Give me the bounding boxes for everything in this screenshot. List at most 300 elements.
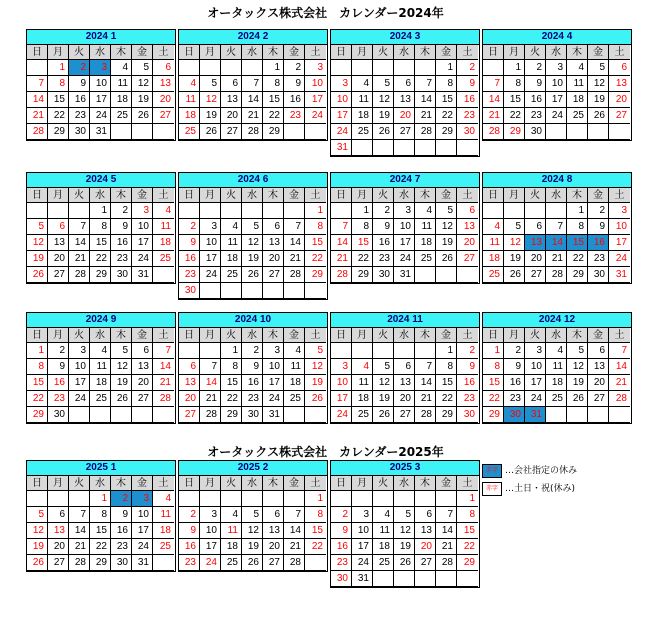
day-cell: 25 bbox=[153, 251, 174, 267]
day-cell: 5 bbox=[242, 219, 263, 235]
day-cell: 1 bbox=[90, 203, 111, 219]
empty-cell bbox=[373, 491, 394, 507]
empty-cell bbox=[200, 343, 221, 359]
weekday-header: 月 bbox=[200, 476, 221, 491]
empty-cell bbox=[90, 407, 111, 423]
day-cell: 19 bbox=[567, 375, 588, 391]
day-cell: 12 bbox=[504, 235, 525, 251]
day-cell: 22 bbox=[436, 391, 457, 407]
day-cell: 4 bbox=[111, 60, 132, 76]
month-2024-10 bbox=[178, 312, 328, 424]
weekday-header: 土 bbox=[305, 188, 326, 203]
day-cell: 23 bbox=[48, 391, 69, 407]
legend bbox=[482, 462, 577, 498]
month-header: 2024 2 bbox=[179, 30, 327, 45]
day-cell: 12 bbox=[394, 523, 415, 539]
day-cell: 14 bbox=[436, 523, 457, 539]
month-grid bbox=[331, 328, 479, 423]
day-cell: 14 bbox=[415, 375, 436, 391]
empty-cell bbox=[69, 407, 90, 423]
day-cell: 4 bbox=[284, 343, 305, 359]
day-cell: 11 bbox=[415, 219, 436, 235]
day-cell: 21 bbox=[415, 391, 436, 407]
day-cell: 26 bbox=[305, 391, 326, 407]
weekday-header: 火 bbox=[373, 328, 394, 343]
day-cell: 15 bbox=[305, 523, 326, 539]
day-cell: 8 bbox=[90, 219, 111, 235]
weekday-header: 月 bbox=[352, 328, 373, 343]
day-cell: 22 bbox=[483, 391, 504, 407]
weekday-header: 火 bbox=[69, 476, 90, 491]
weekday-header: 水 bbox=[394, 476, 415, 491]
day-cell: 25 bbox=[546, 391, 567, 407]
day-cell: 29 bbox=[352, 267, 373, 283]
day-cell: 8 bbox=[27, 359, 48, 375]
day-cell: 16 bbox=[111, 523, 132, 539]
day-cell: 25 bbox=[352, 124, 373, 140]
day-cell: 12 bbox=[132, 76, 153, 92]
month-2024-12 bbox=[482, 312, 632, 424]
day-cell: 31 bbox=[90, 124, 111, 140]
weekday-header: 日 bbox=[27, 328, 48, 343]
day-cell: 26 bbox=[242, 555, 263, 571]
day-cell: 15 bbox=[436, 92, 457, 108]
day-cell: 9 bbox=[111, 507, 132, 523]
empty-cell bbox=[525, 203, 546, 219]
day-cell: 15 bbox=[48, 92, 69, 108]
empty-cell bbox=[373, 343, 394, 359]
day-cell: 24 bbox=[352, 555, 373, 571]
day-cell: 2 bbox=[111, 491, 132, 507]
weekday-header: 月 bbox=[352, 188, 373, 203]
empty-cell bbox=[436, 267, 457, 283]
month-2024-1 bbox=[26, 29, 176, 141]
weekday-header: 水 bbox=[90, 476, 111, 491]
empty-cell bbox=[27, 491, 48, 507]
weekday-header: 土 bbox=[457, 45, 478, 60]
day-cell: 3 bbox=[263, 343, 284, 359]
weekday-header: 水 bbox=[242, 328, 263, 343]
day-cell: 4 bbox=[483, 219, 504, 235]
day-cell: 4 bbox=[352, 359, 373, 375]
day-cell: 13 bbox=[153, 76, 174, 92]
weekday-header: 金 bbox=[284, 476, 305, 491]
weekday-header: 月 bbox=[200, 328, 221, 343]
day-cell: 23 bbox=[331, 555, 352, 571]
day-cell: 5 bbox=[588, 60, 609, 76]
day-cell: 21 bbox=[153, 375, 174, 391]
weekday-header: 金 bbox=[436, 45, 457, 60]
day-cell: 28 bbox=[153, 391, 174, 407]
day-cell: 25 bbox=[415, 251, 436, 267]
day-cell: 26 bbox=[504, 267, 525, 283]
day-cell: 27 bbox=[525, 267, 546, 283]
day-cell: 26 bbox=[373, 407, 394, 423]
day-cell: 14 bbox=[69, 523, 90, 539]
month-header: 2024 12 bbox=[483, 313, 631, 328]
day-cell: 14 bbox=[284, 523, 305, 539]
weekday-header: 木 bbox=[111, 45, 132, 60]
day-cell: 10 bbox=[525, 359, 546, 375]
day-cell: 12 bbox=[305, 359, 326, 375]
day-cell: 21 bbox=[546, 251, 567, 267]
day-cell: 17 bbox=[305, 92, 326, 108]
weekday-header: 火 bbox=[69, 45, 90, 60]
day-cell: 8 bbox=[90, 507, 111, 523]
day-cell: 24 bbox=[263, 391, 284, 407]
day-cell: 18 bbox=[284, 375, 305, 391]
day-cell: 22 bbox=[263, 108, 284, 124]
empty-cell bbox=[69, 491, 90, 507]
day-cell: 31 bbox=[331, 140, 352, 156]
weekday-header: 日 bbox=[483, 188, 504, 203]
month-grid bbox=[27, 188, 175, 283]
day-cell: 23 bbox=[504, 391, 525, 407]
day-cell: 7 bbox=[284, 507, 305, 523]
day-cell: 19 bbox=[242, 539, 263, 555]
weekday-header: 木 bbox=[263, 328, 284, 343]
day-cell: 1 bbox=[436, 60, 457, 76]
day-cell: 13 bbox=[609, 76, 630, 92]
day-cell: 30 bbox=[457, 407, 478, 423]
day-cell: 31 bbox=[394, 267, 415, 283]
day-cell: 9 bbox=[588, 219, 609, 235]
day-cell: 27 bbox=[263, 267, 284, 283]
day-cell: 4 bbox=[546, 343, 567, 359]
day-cell: 2 bbox=[69, 60, 90, 76]
day-cell: 30 bbox=[111, 267, 132, 283]
day-cell: 9 bbox=[525, 76, 546, 92]
day-cell: 24 bbox=[546, 108, 567, 124]
weekday-header: 土 bbox=[305, 45, 326, 60]
day-cell: 16 bbox=[284, 92, 305, 108]
weekday-header: 土 bbox=[609, 328, 630, 343]
day-cell: 30 bbox=[69, 124, 90, 140]
empty-cell bbox=[305, 124, 326, 140]
month-header: 2024 6 bbox=[179, 173, 327, 188]
day-cell: 11 bbox=[352, 375, 373, 391]
empty-cell bbox=[567, 124, 588, 140]
day-cell: 5 bbox=[27, 507, 48, 523]
weekday-header: 月 bbox=[504, 45, 525, 60]
day-cell: 6 bbox=[415, 507, 436, 523]
empty-cell bbox=[567, 407, 588, 423]
weekday-header: 土 bbox=[609, 45, 630, 60]
day-cell: 12 bbox=[27, 235, 48, 251]
day-cell: 31 bbox=[525, 407, 546, 423]
day-cell: 8 bbox=[352, 219, 373, 235]
day-cell: 27 bbox=[153, 108, 174, 124]
day-cell: 22 bbox=[567, 251, 588, 267]
day-cell: 22 bbox=[305, 251, 326, 267]
day-cell: 18 bbox=[483, 251, 504, 267]
day-cell: 11 bbox=[284, 359, 305, 375]
day-cell: 26 bbox=[567, 391, 588, 407]
empty-cell bbox=[284, 283, 305, 299]
day-cell: 14 bbox=[242, 92, 263, 108]
day-cell: 7 bbox=[415, 359, 436, 375]
empty-cell bbox=[153, 124, 174, 140]
day-cell: 13 bbox=[457, 219, 478, 235]
day-cell: 19 bbox=[373, 108, 394, 124]
day-cell: 17 bbox=[525, 375, 546, 391]
day-cell: 2 bbox=[373, 203, 394, 219]
day-cell: 8 bbox=[436, 359, 457, 375]
weekday-header: 日 bbox=[179, 328, 200, 343]
day-cell: 24 bbox=[132, 539, 153, 555]
day-cell: 5 bbox=[394, 507, 415, 523]
day-cell: 22 bbox=[305, 539, 326, 555]
day-cell: 5 bbox=[242, 507, 263, 523]
weekday-header: 土 bbox=[457, 188, 478, 203]
weekday-header: 日 bbox=[179, 476, 200, 491]
day-cell: 21 bbox=[284, 539, 305, 555]
empty-cell bbox=[284, 407, 305, 423]
day-cell: 20 bbox=[263, 251, 284, 267]
day-cell: 5 bbox=[373, 359, 394, 375]
empty-cell bbox=[483, 203, 504, 219]
day-cell: 13 bbox=[263, 523, 284, 539]
day-cell: 22 bbox=[90, 539, 111, 555]
day-cell: 1 bbox=[483, 343, 504, 359]
empty-cell bbox=[436, 140, 457, 156]
day-cell: 4 bbox=[90, 343, 111, 359]
day-cell: 24 bbox=[305, 108, 326, 124]
day-cell: 26 bbox=[111, 391, 132, 407]
day-cell: 19 bbox=[242, 251, 263, 267]
weekday-header: 水 bbox=[546, 188, 567, 203]
weekday-header: 木 bbox=[415, 328, 436, 343]
day-cell: 20 bbox=[394, 108, 415, 124]
day-cell: 13 bbox=[394, 375, 415, 391]
day-cell: 15 bbox=[90, 235, 111, 251]
day-cell: 2 bbox=[331, 507, 352, 523]
day-cell: 22 bbox=[352, 251, 373, 267]
empty-cell bbox=[221, 60, 242, 76]
day-cell: 3 bbox=[69, 343, 90, 359]
day-cell: 23 bbox=[457, 108, 478, 124]
day-cell: 24 bbox=[331, 407, 352, 423]
day-cell: 9 bbox=[457, 76, 478, 92]
day-cell: 20 bbox=[48, 251, 69, 267]
empty-cell bbox=[483, 60, 504, 76]
month-2024-5 bbox=[26, 172, 176, 284]
weekday-header: 木 bbox=[263, 188, 284, 203]
weekday-header: 火 bbox=[69, 188, 90, 203]
empty-cell bbox=[305, 283, 326, 299]
weekday-header: 日 bbox=[27, 476, 48, 491]
month-2025-2 bbox=[178, 460, 328, 572]
empty-cell bbox=[153, 407, 174, 423]
day-cell: 23 bbox=[179, 267, 200, 283]
day-cell: 4 bbox=[221, 219, 242, 235]
weekday-header: 火 bbox=[373, 476, 394, 491]
month-header: 2025 2 bbox=[179, 461, 327, 476]
legend-holiday-label: …土日・祝(休み) bbox=[505, 484, 576, 494]
day-cell: 27 bbox=[179, 407, 200, 423]
day-cell: 5 bbox=[436, 203, 457, 219]
empty-cell bbox=[436, 491, 457, 507]
day-cell: 30 bbox=[111, 555, 132, 571]
day-cell: 19 bbox=[200, 108, 221, 124]
day-cell: 26 bbox=[588, 108, 609, 124]
day-cell: 14 bbox=[331, 235, 352, 251]
empty-cell bbox=[111, 124, 132, 140]
empty-cell bbox=[132, 407, 153, 423]
empty-cell bbox=[221, 203, 242, 219]
weekday-header: 木 bbox=[263, 476, 284, 491]
day-cell: 5 bbox=[200, 76, 221, 92]
day-cell: 21 bbox=[483, 108, 504, 124]
day-cell: 17 bbox=[132, 523, 153, 539]
day-cell: 7 bbox=[436, 507, 457, 523]
empty-cell bbox=[263, 491, 284, 507]
day-cell: 13 bbox=[48, 235, 69, 251]
day-cell: 18 bbox=[373, 539, 394, 555]
day-cell: 22 bbox=[457, 539, 478, 555]
day-cell: 13 bbox=[221, 92, 242, 108]
day-cell: 13 bbox=[179, 375, 200, 391]
day-cell: 16 bbox=[457, 92, 478, 108]
day-cell: 21 bbox=[242, 108, 263, 124]
day-cell: 19 bbox=[132, 92, 153, 108]
day-cell: 7 bbox=[483, 76, 504, 92]
weekday-header: 火 bbox=[525, 328, 546, 343]
day-cell: 25 bbox=[483, 267, 504, 283]
day-cell: 29 bbox=[221, 407, 242, 423]
weekday-header: 金 bbox=[436, 188, 457, 203]
day-cell: 11 bbox=[373, 523, 394, 539]
day-cell: 21 bbox=[200, 391, 221, 407]
day-cell: 14 bbox=[483, 92, 504, 108]
empty-cell bbox=[609, 407, 630, 423]
day-cell: 20 bbox=[588, 375, 609, 391]
day-cell: 24 bbox=[200, 555, 221, 571]
day-cell: 3 bbox=[132, 203, 153, 219]
day-cell: 17 bbox=[69, 375, 90, 391]
day-cell: 24 bbox=[331, 124, 352, 140]
day-cell: 21 bbox=[415, 108, 436, 124]
day-cell: 8 bbox=[305, 219, 326, 235]
day-cell: 8 bbox=[263, 76, 284, 92]
weekday-header: 火 bbox=[221, 188, 242, 203]
day-cell: 10 bbox=[200, 235, 221, 251]
day-cell: 27 bbox=[394, 124, 415, 140]
weekday-header: 日 bbox=[483, 45, 504, 60]
month-grid bbox=[179, 328, 327, 423]
month-header: 2024 4 bbox=[483, 30, 631, 45]
day-cell: 25 bbox=[567, 108, 588, 124]
day-cell: 7 bbox=[242, 76, 263, 92]
weekday-header: 日 bbox=[331, 476, 352, 491]
weekday-header: 水 bbox=[546, 328, 567, 343]
day-cell: 22 bbox=[504, 108, 525, 124]
day-cell: 3 bbox=[525, 343, 546, 359]
day-cell: 11 bbox=[546, 359, 567, 375]
day-cell: 6 bbox=[48, 219, 69, 235]
day-cell: 16 bbox=[457, 375, 478, 391]
day-cell: 8 bbox=[504, 76, 525, 92]
empty-cell bbox=[352, 60, 373, 76]
day-cell: 12 bbox=[242, 523, 263, 539]
day-cell: 11 bbox=[483, 235, 504, 251]
empty-cell bbox=[331, 343, 352, 359]
empty-cell bbox=[153, 267, 174, 283]
day-cell: 5 bbox=[111, 343, 132, 359]
day-cell: 3 bbox=[609, 203, 630, 219]
day-cell: 26 bbox=[436, 251, 457, 267]
title-2024: オータックス株式会社 カレンダー2024年 bbox=[207, 6, 444, 20]
month-2025-3 bbox=[330, 460, 480, 588]
day-cell: 14 bbox=[609, 359, 630, 375]
day-cell: 18 bbox=[415, 235, 436, 251]
month-header: 2024 1 bbox=[27, 30, 175, 45]
weekday-header: 水 bbox=[242, 476, 263, 491]
day-cell: 17 bbox=[546, 92, 567, 108]
day-cell: 5 bbox=[373, 76, 394, 92]
day-cell: 21 bbox=[331, 251, 352, 267]
day-cell: 4 bbox=[221, 507, 242, 523]
day-cell: 29 bbox=[48, 124, 69, 140]
day-cell: 13 bbox=[48, 523, 69, 539]
day-cell: 21 bbox=[284, 251, 305, 267]
day-cell: 15 bbox=[90, 523, 111, 539]
day-cell: 10 bbox=[546, 76, 567, 92]
day-cell: 1 bbox=[48, 60, 69, 76]
day-cell: 12 bbox=[567, 359, 588, 375]
weekday-header: 日 bbox=[27, 45, 48, 60]
day-cell: 9 bbox=[242, 359, 263, 375]
day-cell: 28 bbox=[331, 267, 352, 283]
day-cell: 7 bbox=[284, 219, 305, 235]
day-cell: 6 bbox=[263, 219, 284, 235]
day-cell: 14 bbox=[546, 235, 567, 251]
weekday-header: 水 bbox=[546, 45, 567, 60]
day-cell: 27 bbox=[415, 555, 436, 571]
day-cell: 4 bbox=[567, 60, 588, 76]
empty-cell bbox=[27, 60, 48, 76]
month-header: 2024 11 bbox=[331, 313, 479, 328]
empty-cell bbox=[394, 140, 415, 156]
day-cell: 20 bbox=[263, 539, 284, 555]
month-2024-2 bbox=[178, 29, 328, 141]
day-cell: 19 bbox=[588, 92, 609, 108]
empty-cell bbox=[200, 491, 221, 507]
weekday-header: 土 bbox=[153, 328, 174, 343]
day-cell: 1 bbox=[90, 491, 111, 507]
empty-cell bbox=[588, 124, 609, 140]
empty-cell bbox=[27, 203, 48, 219]
day-cell: 23 bbox=[588, 251, 609, 267]
day-cell: 11 bbox=[90, 359, 111, 375]
day-cell: 17 bbox=[331, 391, 352, 407]
day-cell: 28 bbox=[200, 407, 221, 423]
empty-cell bbox=[609, 124, 630, 140]
weekday-header: 金 bbox=[436, 476, 457, 491]
day-cell: 6 bbox=[588, 343, 609, 359]
legend-holiday bbox=[482, 480, 577, 498]
day-cell: 18 bbox=[221, 251, 242, 267]
day-cell: 15 bbox=[352, 235, 373, 251]
day-cell: 2 bbox=[111, 203, 132, 219]
day-cell: 5 bbox=[567, 343, 588, 359]
day-cell: 15 bbox=[27, 375, 48, 391]
weekday-header: 金 bbox=[132, 328, 153, 343]
day-cell: 6 bbox=[179, 359, 200, 375]
day-cell: 23 bbox=[111, 539, 132, 555]
day-cell: 16 bbox=[242, 375, 263, 391]
day-cell: 7 bbox=[546, 219, 567, 235]
